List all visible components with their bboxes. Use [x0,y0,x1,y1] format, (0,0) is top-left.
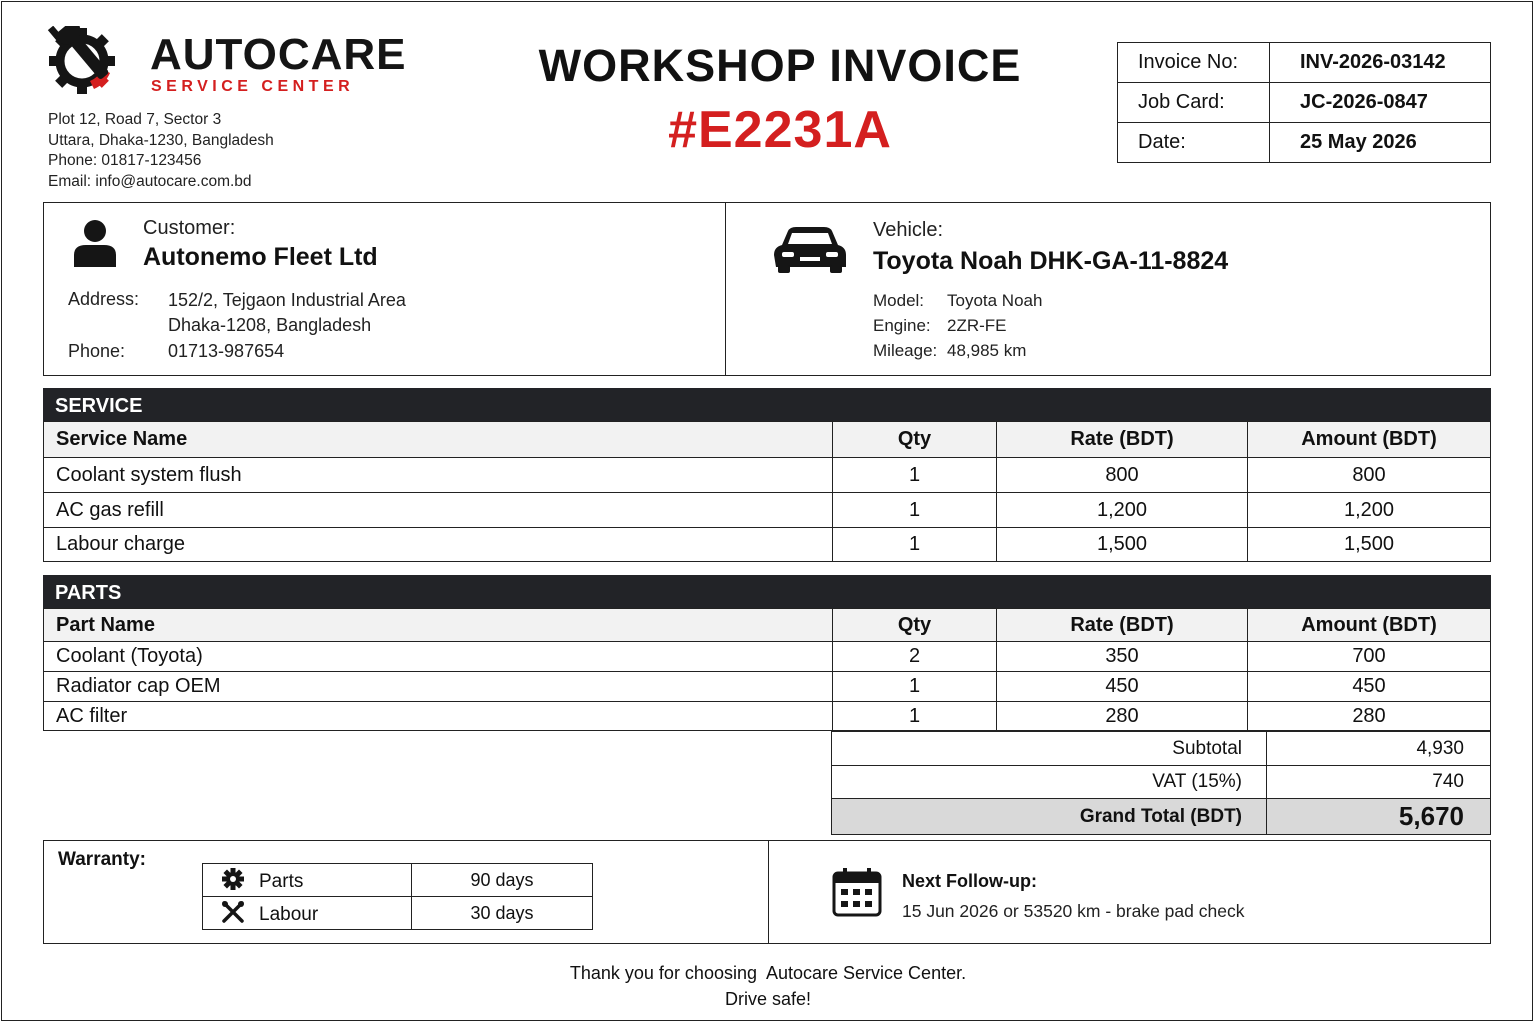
part-qty-cell: 2 [833,642,997,672]
document-number: #E2231A [668,101,892,159]
followup-text: 15 Jun 2026 or 53520 km - brake pad check [902,901,1245,921]
service-rate-cell: 1,500 [997,528,1248,562]
part-rate-cell: 280 [997,702,1248,731]
parts-table [43,608,1491,731]
company-address-line2: Uttara, Dhaka-1230, Bangladesh [48,131,274,149]
footer-line2: Drive safe! [724,989,812,1009]
footer-thanks [0,960,1536,1012]
service-table [43,421,1491,562]
warranty-labour-cell [203,897,412,930]
vat-value: 740 [1267,766,1491,799]
parts-col-name: Part Name [44,609,833,642]
vat-label: VAT (15%) [832,766,1267,799]
part-name-cell: AC filter [44,702,833,731]
table-row [44,458,1491,493]
warranty-table [202,863,593,930]
company-name: AUTOCARE [150,30,407,79]
vehicle-mileage-label: Mileage: [873,341,938,360]
meta-row-invoice [1118,43,1491,83]
part-amount-cell: 450 [1248,672,1491,702]
job-card-value: JC-2026-0847 [1270,83,1491,123]
customer-address-line1: 152/2, Tejgaon Industrial Area [168,290,406,310]
warranty-label: Warranty: [58,849,146,870]
totals-table [831,731,1491,835]
customer-name: Autonemo Fleet Ltd [143,243,378,271]
parts-col-amount: Amount (BDT) [1248,609,1491,642]
part-name-cell: Radiator cap OEM [44,672,833,702]
vehicle-name: Toyota Noah DHK-GA-11-8824 [873,247,1229,275]
car-icon [774,227,846,273]
warranty-parts-label: Parts [259,871,304,892]
invoice-no-value: INV-2026-03142 [1270,43,1491,83]
document-title: WORKSHOP INVOICE [538,40,1022,91]
service-section [43,388,1491,562]
service-name-cell: AC gas refill [44,493,833,528]
customer-address-line2: Dhaka-1208, Bangladesh [168,315,372,335]
table-row [44,672,1491,702]
service-col-qty: Qty [833,422,997,458]
warranty-parts-value: 90 days [412,864,593,897]
company-subtitle: SERVICE CENTER [151,78,355,95]
company-address [48,110,274,192]
service-amount-cell: 1,200 [1248,493,1491,528]
service-header-row [44,422,1491,458]
part-qty-cell: 1 [833,672,997,702]
service-qty-cell: 1 [833,493,997,528]
parts-section-title: PARTS [43,575,1491,608]
part-qty-cell: 1 [833,702,997,731]
footer-line1: Thank you for choosing Autocare Service Center. [569,963,967,983]
parts-col-rate: Rate (BDT) [997,609,1248,642]
parts-section [43,575,1491,731]
meta-row-jobcard [1118,83,1491,123]
parts-col-qty: Qty [833,609,997,642]
warranty-parts-cell [203,864,412,897]
followup-label: Next Follow-up: [902,871,1037,891]
vehicle-model: Toyota Noah [947,291,1043,310]
table-row [44,493,1491,528]
table-row [44,528,1491,562]
grand-total-row [832,799,1491,835]
part-amount-cell: 280 [1248,702,1491,731]
vehicle-model-label: Model: [873,291,925,310]
gear-wrench-icon [46,26,132,96]
grand-total-value: 5,670 [1267,799,1491,835]
service-name-cell: Coolant system flush [44,458,833,493]
service-col-rate: Rate (BDT) [997,422,1248,458]
warranty-row-parts [203,864,593,897]
calendar-icon [832,867,882,917]
service-col-amount: Amount (BDT) [1248,422,1491,458]
subtotal-row [832,732,1491,766]
company-address-line1: Plot 12, Road 7, Sector 3 [48,111,222,128]
service-qty-cell: 1 [833,528,997,562]
service-amount-cell: 1,500 [1248,528,1491,562]
date-value: 25 May 2026 [1270,123,1491,163]
company-email: Email: info@autocare.com.bd [48,172,252,190]
part-name-cell: Coolant (Toyota) [44,642,833,672]
subtotal-value: 4,930 [1267,732,1491,766]
service-col-name: Service Name [44,422,833,458]
service-rate-cell: 1,200 [997,493,1248,528]
service-rate-cell: 800 [997,458,1248,493]
vehicle-label: Vehicle: [873,219,944,241]
customer-phone: 01713-987654 [168,341,285,361]
service-qty-cell: 1 [833,458,997,493]
part-rate-cell: 350 [997,642,1248,672]
tools-icon [221,900,245,924]
job-card-label: Job Card: [1118,83,1270,123]
party-divider [725,203,726,375]
bottom-divider [768,841,769,943]
warranty-labour-label: Labour [259,904,319,925]
service-amount-cell: 800 [1248,458,1491,493]
subtotal-label: Subtotal [832,732,1267,766]
grand-total-label: Grand Total (BDT) [832,799,1267,835]
service-section-title: SERVICE [43,388,1491,421]
vehicle-engine: 2ZR-FE [947,316,1007,335]
vehicle-engine-label: Engine: [873,316,931,335]
warranty-row-labour [203,897,593,930]
gear-icon [221,867,245,891]
customer-label: Customer: [143,217,236,239]
part-amount-cell: 700 [1248,642,1491,672]
customer-phone-label: Phone: [68,341,126,361]
parts-header-row [44,609,1491,642]
warranty-labour-value: 30 days [412,897,593,930]
vehicle-mileage: 48,985 km [947,341,1027,360]
party-box [43,202,1491,376]
date-label: Date: [1118,123,1270,163]
service-name-cell: Labour charge [44,528,833,562]
part-rate-cell: 450 [997,672,1248,702]
customer-address-label: Address: [68,289,140,309]
person-icon [72,219,118,267]
meta-row-date [1118,123,1491,163]
table-row [44,702,1491,731]
invoice-meta-table [1117,42,1491,163]
invoice-no-label: Invoice No: [1118,43,1270,83]
vat-row [832,766,1491,799]
table-row [44,642,1491,672]
company-phone: Phone: 01817-123456 [48,152,202,169]
